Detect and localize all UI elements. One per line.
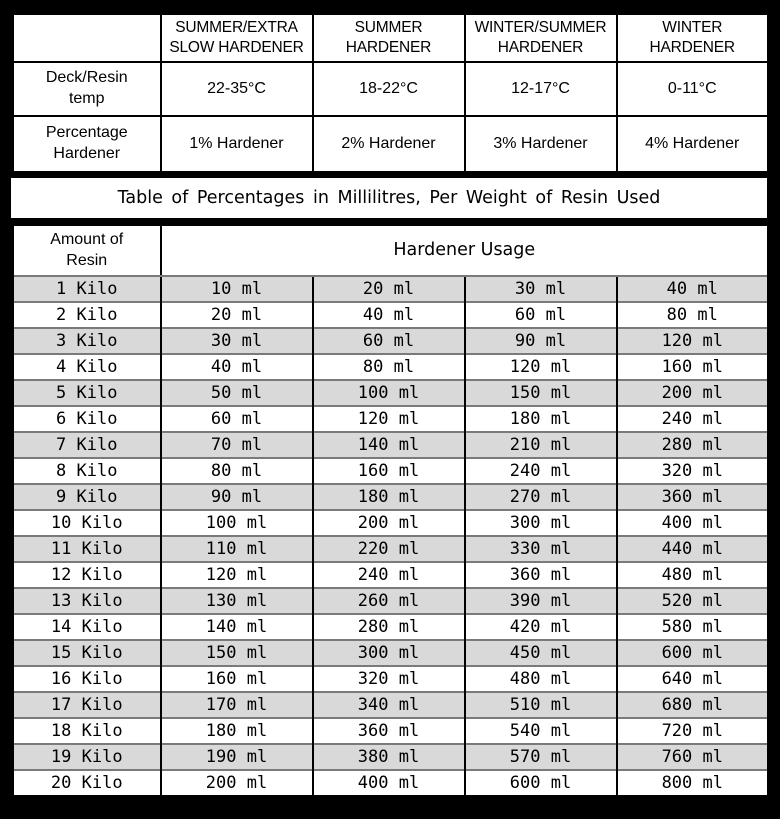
kilo-cell: 14 Kilo <box>13 614 161 640</box>
ml-cell: 60 ml <box>465 302 617 328</box>
ml-cell: 510 ml <box>465 692 617 718</box>
table-row <box>13 328 769 354</box>
table-row <box>13 432 769 458</box>
temp-value-cell: 22-35°C <box>161 62 313 116</box>
ml-cell: 300 ml <box>465 510 617 536</box>
col-header-line: SUMMER <box>354 18 423 36</box>
row-label-line: Amount of <box>50 230 124 248</box>
kilo-cell: 19 Kilo <box>13 744 161 770</box>
ml-cell: 80 ml <box>313 354 465 380</box>
ml-cell: 390 ml <box>465 588 617 614</box>
col-header-winter-summer <box>465 14 617 63</box>
table-title: Table of Percentages in Millilitres, Per Weight of Resin Used <box>11 178 767 218</box>
temp-value-cell: 0-11°C <box>617 62 769 116</box>
temp-value-cell: 12-17°C <box>465 62 617 116</box>
ml-cell: 340 ml <box>313 692 465 718</box>
ml-cell: 400 ml <box>617 510 769 536</box>
ml-cell: 180 ml <box>161 718 313 744</box>
ml-cell: 570 ml <box>465 744 617 770</box>
col-header-line: HARDENER <box>649 39 735 56</box>
ml-cell: 200 ml <box>313 510 465 536</box>
table-row <box>13 354 769 380</box>
ml-cell: 160 ml <box>617 354 769 380</box>
ml-cell: 450 ml <box>465 640 617 666</box>
col-header-summer <box>313 14 465 63</box>
usage-table-body <box>13 225 769 797</box>
table-row <box>13 666 769 692</box>
kilo-cell: 8 Kilo <box>13 458 161 484</box>
table-row <box>13 510 769 536</box>
ml-cell: 220 ml <box>313 536 465 562</box>
table-row <box>13 302 769 328</box>
ml-cell: 760 ml <box>617 744 769 770</box>
row-label-line: Hardener <box>53 145 121 162</box>
ml-cell: 10 ml <box>161 276 313 302</box>
ml-cell: 520 ml <box>617 588 769 614</box>
table-row <box>13 640 769 666</box>
kilo-cell: 17 Kilo <box>13 692 161 718</box>
table-row <box>13 380 769 406</box>
conditions-table <box>11 12 770 174</box>
col-header-line: WINTER/SUMMER <box>474 18 607 36</box>
table-row <box>13 770 769 797</box>
ml-cell: 120 ml <box>617 328 769 354</box>
kilo-cell: 3 Kilo <box>13 328 161 354</box>
kilo-cell: 5 Kilo <box>13 380 161 406</box>
ml-cell: 720 ml <box>617 718 769 744</box>
ml-cell: 240 ml <box>617 406 769 432</box>
ml-cell: 20 ml <box>161 302 313 328</box>
ml-cell: 580 ml <box>617 614 769 640</box>
kilo-cell: 1 Kilo <box>13 276 161 302</box>
ml-cell: 40 ml <box>313 302 465 328</box>
usage-header-row <box>13 225 769 277</box>
deck-temp-label <box>13 62 161 116</box>
percentage-value-cell: 1% Hardener <box>161 116 313 173</box>
ml-cell: 150 ml <box>161 640 313 666</box>
kilo-cell: 10 Kilo <box>13 510 161 536</box>
kilo-cell: 16 Kilo <box>13 666 161 692</box>
ml-cell: 50 ml <box>161 380 313 406</box>
kilo-cell: 7 Kilo <box>13 432 161 458</box>
table-row <box>13 458 769 484</box>
col-header-summer-extra-slow <box>161 14 313 63</box>
row-label-line: temp <box>68 90 105 107</box>
kilo-cell: 4 Kilo <box>13 354 161 380</box>
ml-cell: 130 ml <box>161 588 313 614</box>
ml-cell: 640 ml <box>617 666 769 692</box>
corner-cell <box>13 14 161 63</box>
ml-cell: 270 ml <box>465 484 617 510</box>
ml-cell: 200 ml <box>161 770 313 797</box>
row-label-line: Deck/Resin <box>45 69 128 87</box>
ml-cell: 320 ml <box>313 666 465 692</box>
table-row <box>13 406 769 432</box>
table-row <box>13 276 769 302</box>
percentage-value-cell: 4% Hardener <box>617 116 769 173</box>
kilo-cell: 13 Kilo <box>13 588 161 614</box>
temp-value-cell: 18-22°C <box>313 62 465 116</box>
row-label-line: Resin <box>66 251 108 269</box>
ml-cell: 380 ml <box>313 744 465 770</box>
kilo-cell: 18 Kilo <box>13 718 161 744</box>
ml-cell: 320 ml <box>617 458 769 484</box>
ml-cell: 120 ml <box>313 406 465 432</box>
col-header-line: HARDENER <box>345 39 432 56</box>
ml-cell: 90 ml <box>161 484 313 510</box>
percentage-row <box>13 116 769 173</box>
ml-cell: 140 ml <box>161 614 313 640</box>
ml-cell: 400 ml <box>313 770 465 797</box>
kilo-cell: 6 Kilo <box>13 406 161 432</box>
ml-cell: 360 ml <box>465 562 617 588</box>
kilo-cell: 11 Kilo <box>13 536 161 562</box>
kilo-cell: 2 Kilo <box>13 302 161 328</box>
ml-cell: 360 ml <box>313 718 465 744</box>
ml-cell: 160 ml <box>313 458 465 484</box>
ml-cell: 30 ml <box>465 276 617 302</box>
ml-cell: 280 ml <box>313 614 465 640</box>
ml-cell: 440 ml <box>617 536 769 562</box>
ml-cell: 210 ml <box>465 432 617 458</box>
col-header-winter <box>617 14 769 63</box>
ml-cell: 30 ml <box>161 328 313 354</box>
col-header-line: WINTER <box>662 18 723 36</box>
ml-cell: 60 ml <box>161 406 313 432</box>
table-row <box>13 744 769 770</box>
table-row <box>13 588 769 614</box>
ml-cell: 240 ml <box>313 562 465 588</box>
ml-cell: 360 ml <box>617 484 769 510</box>
kilo-cell: 15 Kilo <box>13 640 161 666</box>
table-row <box>13 484 769 510</box>
ml-cell: 480 ml <box>465 666 617 692</box>
ml-cell: 120 ml <box>465 354 617 380</box>
col-header-line: SLOW HARDENER <box>169 39 304 56</box>
hardener-type-header-row <box>13 14 769 63</box>
ml-cell: 90 ml <box>465 328 617 354</box>
percentage-label <box>13 116 161 173</box>
ml-cell: 170 ml <box>161 692 313 718</box>
ml-cell: 330 ml <box>465 536 617 562</box>
ml-cell: 600 ml <box>465 770 617 797</box>
percentage-value-cell: 2% Hardener <box>313 116 465 173</box>
hardener-usage-header: Hardener Usage <box>161 225 769 277</box>
ml-cell: 200 ml <box>617 380 769 406</box>
ml-cell: 280 ml <box>617 432 769 458</box>
ml-cell: 80 ml <box>617 302 769 328</box>
ml-cell: 150 ml <box>465 380 617 406</box>
ml-cell: 180 ml <box>465 406 617 432</box>
ml-cell: 60 ml <box>313 328 465 354</box>
usage-table <box>11 223 770 798</box>
ml-cell: 300 ml <box>313 640 465 666</box>
ml-cell: 190 ml <box>161 744 313 770</box>
ml-cell: 100 ml <box>313 380 465 406</box>
col-header-line: SUMMER/EXTRA <box>175 18 298 36</box>
ml-cell: 600 ml <box>617 640 769 666</box>
row-label-line: Percentage <box>45 124 128 142</box>
ml-cell: 70 ml <box>161 432 313 458</box>
ml-cell: 260 ml <box>313 588 465 614</box>
ml-cell: 100 ml <box>161 510 313 536</box>
ml-cell: 240 ml <box>465 458 617 484</box>
hardener-chart <box>11 12 767 798</box>
ml-cell: 40 ml <box>161 354 313 380</box>
table-row <box>13 692 769 718</box>
table-row <box>13 718 769 744</box>
ml-cell: 420 ml <box>465 614 617 640</box>
ml-cell: 160 ml <box>161 666 313 692</box>
ml-cell: 40 ml <box>617 276 769 302</box>
kilo-cell: 20 Kilo <box>13 770 161 797</box>
ml-cell: 800 ml <box>617 770 769 797</box>
table-row <box>13 562 769 588</box>
ml-cell: 110 ml <box>161 536 313 562</box>
ml-cell: 680 ml <box>617 692 769 718</box>
kilo-cell: 9 Kilo <box>13 484 161 510</box>
ml-cell: 540 ml <box>465 718 617 744</box>
col-header-line: HARDENER <box>497 39 584 56</box>
ml-cell: 140 ml <box>313 432 465 458</box>
ml-cell: 480 ml <box>617 562 769 588</box>
ml-cell: 80 ml <box>161 458 313 484</box>
table-row <box>13 536 769 562</box>
deck-temp-row <box>13 62 769 116</box>
kilo-cell: 12 Kilo <box>13 562 161 588</box>
table-row <box>13 614 769 640</box>
ml-cell: 20 ml <box>313 276 465 302</box>
percentage-value-cell: 3% Hardener <box>465 116 617 173</box>
amount-of-resin-header <box>13 225 161 277</box>
ml-cell: 180 ml <box>313 484 465 510</box>
ml-cell: 120 ml <box>161 562 313 588</box>
